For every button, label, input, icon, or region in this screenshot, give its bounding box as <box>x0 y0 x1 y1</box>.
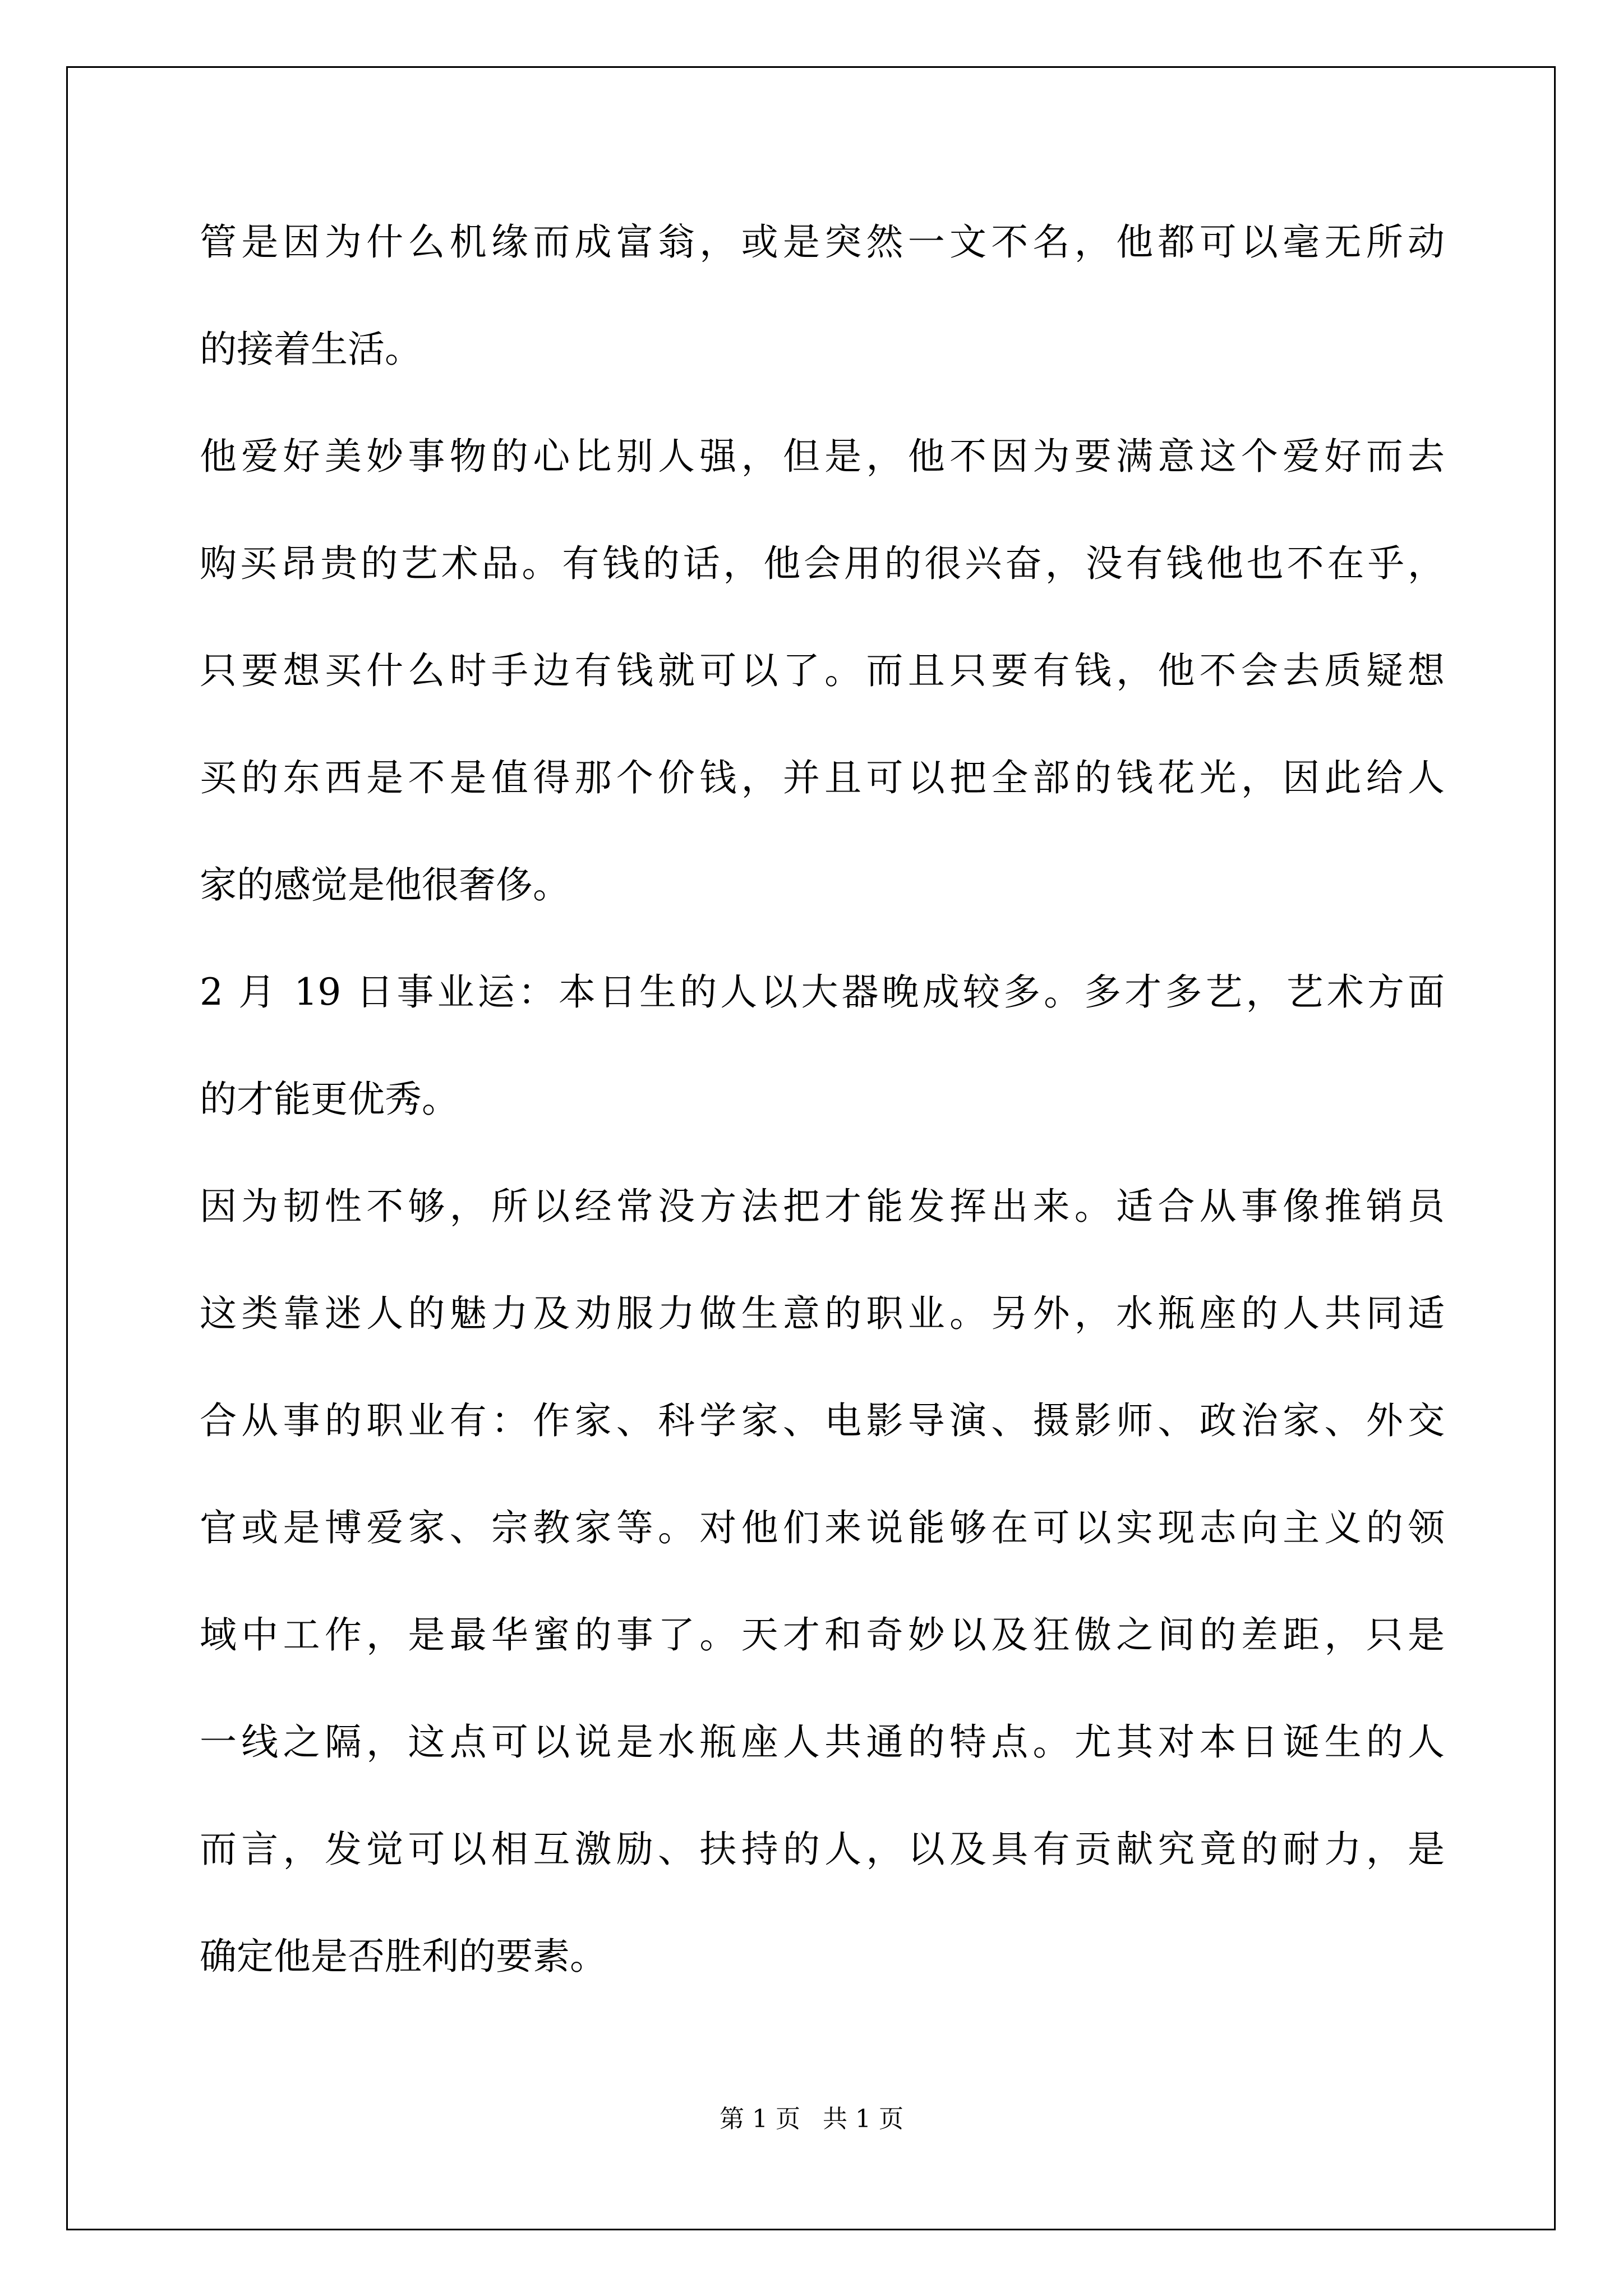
text-line: 购买昂贵的艺术品。有钱的话，他会用的很兴奋，没有钱他也不在乎， <box>200 542 1445 585</box>
text-line: 合从事的职业有：作家、科学家、电影导演、摄影师、政治家、外交 <box>200 1399 1445 1442</box>
page-footer <box>0 2104 1623 2135</box>
text-line: 这类靠迷人的魅力及劝服力做生意的职业。另外，水瓶座的人共同适 <box>200 1292 1445 1335</box>
text-line: 管是因为什么机缘而成富翁，或是突然一文不名，他都可以毫无所动 <box>200 220 1445 264</box>
text-line: 的才能更优秀。 <box>200 1078 459 1121</box>
text-line: 买的东西是不是值得那个价钱，并且可以把全部的钱花光，因此给人 <box>200 756 1445 799</box>
text-line: 一线之隔，这点可以说是水瓶座人共通的特点。尤其对本日诞生的人 <box>200 1720 1445 1764</box>
text-line: 家的感觉是他很奢侈。 <box>200 863 570 907</box>
page-number: 第 1 页 <box>720 2105 800 2133</box>
text-line: 而言，发觉可以相互激励、扶持的人，以及具有贡献究竟的耐力，是 <box>200 1828 1445 1871</box>
text-line: 他爱好美妙事物的心比别人强，但是，他不因为要满意这个爱好而去 <box>200 435 1445 478</box>
document-body <box>200 220 1445 2041</box>
text-line: 因为韧性不够，所以经常没方法把才能发挥出来。适合从事像推销员 <box>200 1185 1445 1228</box>
text-line: 官或是博爱家、宗教家等。对他们来说能够在可以实现志向主义的领 <box>200 1506 1445 1549</box>
text-line: 只要想买什么时手边有钱就可以了。而且只要有钱，他不会去质疑想 <box>200 649 1445 692</box>
page-total: 共 1 页 <box>823 2105 903 2133</box>
text-line: 的接着生活。 <box>200 328 422 371</box>
text-line: 2 月 19 日事业运：本日生的人以大器晚成较多。多才多艺，艺术方面 <box>200 970 1445 1014</box>
text-line: 确定他是否胜利的要素。 <box>200 1935 607 1978</box>
text-line: 域中工作，是最华蜜的事了。天才和奇妙以及狂傲之间的差距，只是 <box>200 1613 1445 1657</box>
